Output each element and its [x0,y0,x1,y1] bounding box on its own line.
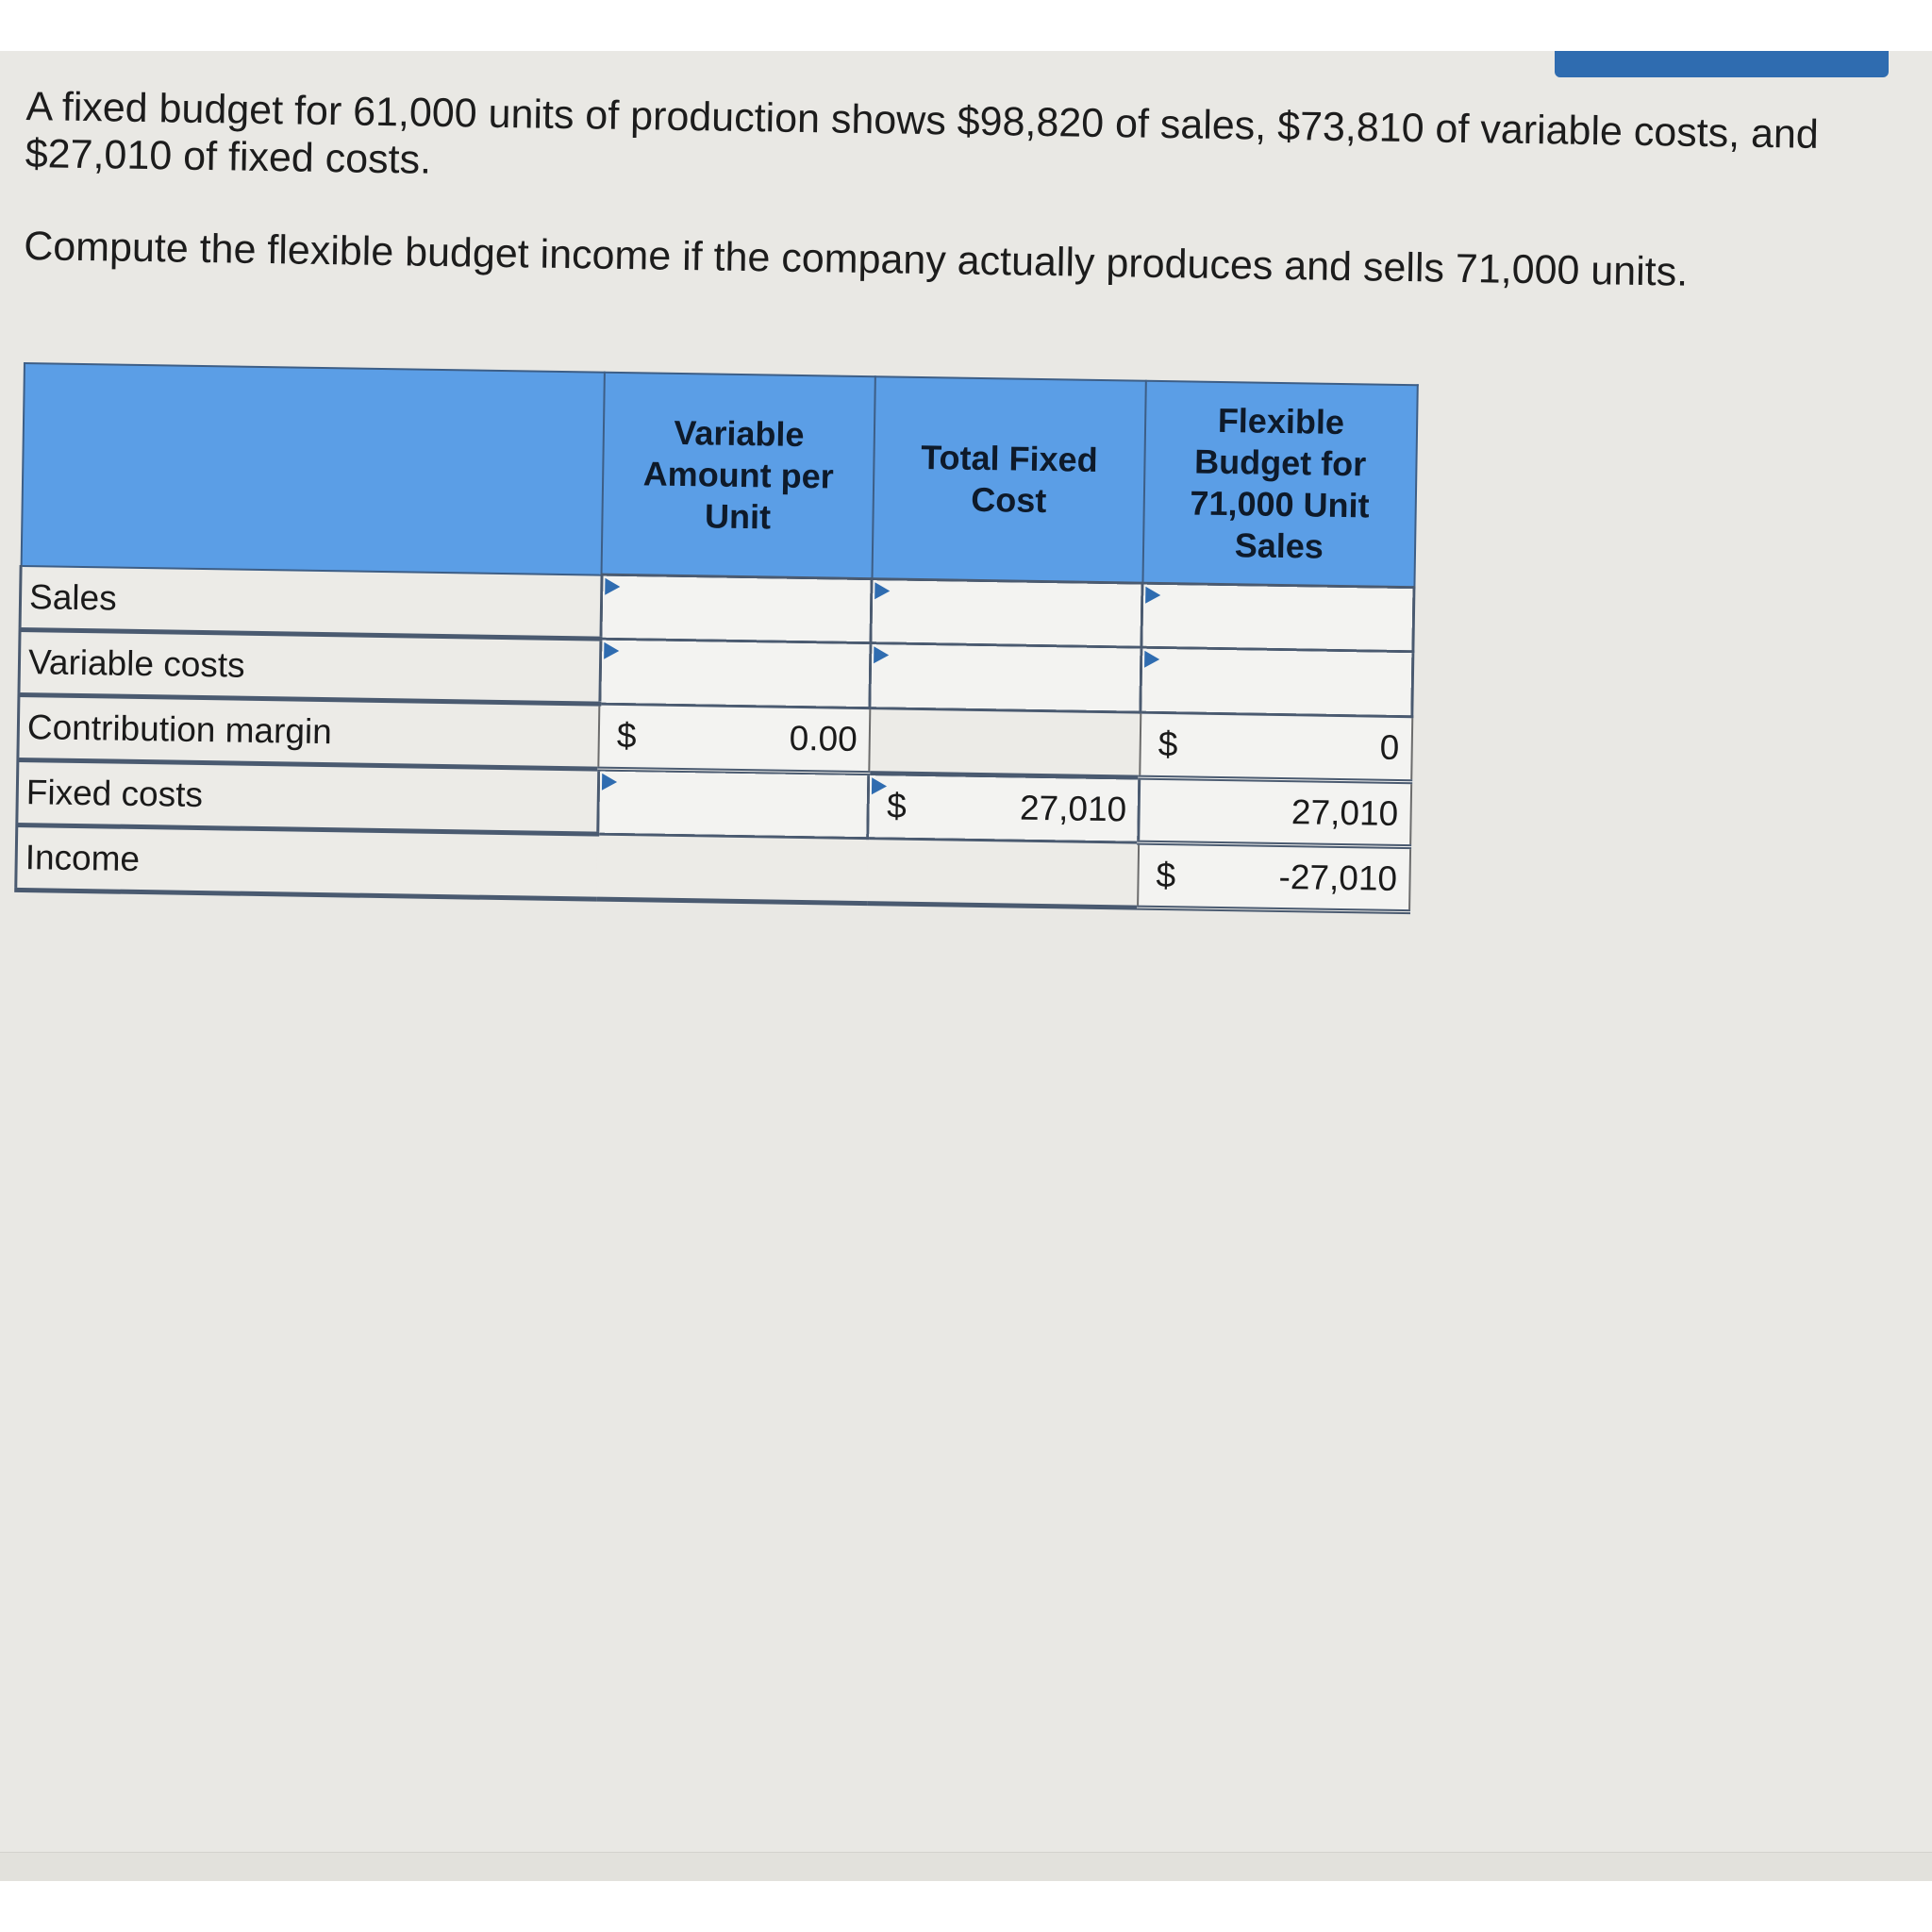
question-text [23,83,1866,344]
dollar-sign: $ [1156,855,1176,894]
variable-costs-fixed-input[interactable] [870,642,1141,712]
row-label-variable-costs: Variable costs [19,629,601,704]
table-header-row [21,363,1417,588]
contribution-margin-flexible-value: 0 [1379,727,1400,767]
dollar-sign: $ [1158,724,1178,764]
sales-variable-per-unit-input[interactable] [601,575,873,642]
variable-costs-flexible-input[interactable] [1141,647,1413,717]
row-label-fixed-costs: Fixed costs [17,759,599,834]
row-label-income: Income [16,824,598,899]
sales-flexible-budget-input[interactable] [1141,583,1414,651]
row-label-sales: Sales [20,565,602,638]
income-per-unit-empty [596,834,868,903]
fixed-costs-flexible [1139,777,1411,847]
question-line-2: Compute the flexible budget income if the company actually produces and sells 71,000 units. [23,223,1689,295]
variable-costs-per-unit-input[interactable] [600,639,872,708]
header-blank [21,363,605,575]
income-flexible [1138,842,1410,912]
contribution-margin-per-unit-value: 0.00 [789,718,858,758]
header-variable-per-unit: Variable Amount per Unit [602,373,875,579]
bottom-strip [0,1852,1932,1881]
sales-fixed-cost-input[interactable] [871,579,1142,647]
question-line-1: A fixed budget for 61,000 units of production shows $98,820 of sales, $73,810 of variable costs, and $27,010 of fixed costs. [25,83,1820,183]
income-fixed-empty [867,838,1139,908]
dollar-sign: $ [616,715,637,756]
header-flexible-budget: Flexible Budget for 71,000 Unit Sales [1142,381,1417,588]
contribution-margin-fixed-empty [869,708,1141,777]
fixed-costs-per-unit-input[interactable] [597,769,869,838]
row-label-contribution-margin: Contribution margin [18,694,600,769]
dollar-sign: $ [886,786,908,825]
fixed-costs-flexible-value: 27,010 [1291,791,1399,833]
contribution-margin-flexible [1140,712,1412,782]
fixed-costs-total-value: 27,010 [1019,788,1127,829]
income-flexible-value: -27,010 [1278,857,1398,898]
screen [0,51,1932,1881]
flexible-budget-table [14,362,1419,914]
fixed-costs-total-input[interactable] [868,773,1140,842]
header-total-fixed-cost: Total Fixed Cost [872,376,1145,583]
top-action-button[interactable] [1555,51,1889,77]
contribution-margin-per-unit [598,704,870,773]
